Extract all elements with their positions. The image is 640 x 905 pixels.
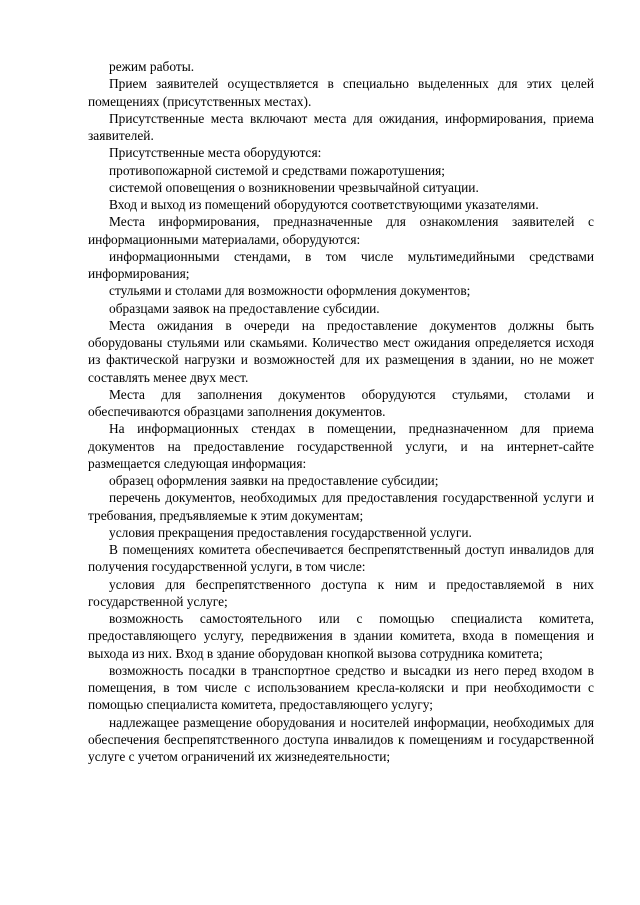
- paragraph-equipment-placement: надлежащее размещение оборудования и носителей информации, необходимых для обеспечения беспрепятственного доступа инвалидов к помещениям и государственной услуге с учетом ограничений их жизнедеятельности;: [88, 714, 594, 764]
- paragraph-document-list: перечень документов, необходимых для предоставления государственной услуги и требования, предъявляемые к этим документам;: [88, 490, 594, 523]
- paragraph-information-places: Места информирования, предназначенные для ознакомления заявителей с информационными материалами, оборудуются:: [88, 214, 594, 247]
- paragraph-access-conditions: условия для беспрепятственного доступа к ним и предоставляемой в них государственной услуге;: [88, 576, 594, 609]
- paragraph-application-samples: образцами заявок на предоставление субсидии.: [109, 300, 380, 316]
- paragraph-chairs-tables: стульями и столами для возможности оформления документов;: [109, 283, 471, 299]
- paragraph-entrance-signs: Вход и выход из помещений оборудуются соответствующими указателями.: [109, 197, 539, 212]
- paragraph-work-mode: режим работы.: [109, 59, 195, 74]
- paragraph-termination-conditions: условия прекращения предоставления государственной услуги.: [109, 524, 472, 540]
- paragraph-transport-boarding: возможность посадки в транспортное средство и высадки из него перед входом в помещения, в том числе с использованием кресла-коляски и при необходимости с помощью специалиста комитета, предоставляющего услугу;: [88, 662, 594, 713]
- paragraph-presence-places: Присутственные места включают места для ожидания, информирования, приема заявителей.: [88, 110, 594, 143]
- paragraph-movement-possibility: возможность самостоятельного или с помощью специалиста комитета, предоставляющего услугу, передвижения в здании комитета, входа в помещения и выхода из них. Вход в здание оборудован кнопкой вызова сотрудника комитета;: [88, 611, 594, 661]
- paragraph-stands-info: На информационных стендах в помещении, предназначенном для приема документов на предоставление государственной услуги, и на интернет-сайте размещается следующая информация:: [88, 421, 594, 471]
- paragraph-information-stands: информационными стендами, в том числе мультимедийными средствами информирования;: [88, 248, 594, 281]
- paragraph-application-form-sample: образец оформления заявки на предоставление субсидии;: [109, 473, 439, 488]
- paragraph-reception-premises: Прием заявителей осуществляется в специально выделенных для этих целей помещениях (присутственных местах).: [88, 76, 594, 109]
- paragraph-filling-places: Места для заполнения документов оборудуются стульями, столами и обеспечиваются образцами заполнения документов.: [88, 386, 594, 419]
- paragraph-disabled-access: В помещениях комитета обеспечивается беспрепятственный доступ инвалидов для получения государственной услуги, в том числе:: [88, 542, 594, 575]
- paragraph-fire-system: противопожарной системой и средствами пожаротушения;: [109, 162, 446, 178]
- paragraph-waiting-places: Места ожидания в очереди на предоставление документов должны быть оборудованы стульями или скамьями. Количество мест ожидания определяется исходя из фактической нагрузки и возможностей для их размещения в здании, но не может составлять менее двух мест.: [88, 317, 594, 385]
- paragraph-alert-system: системой оповещения о возникновении чрезвычайной ситуации.: [109, 179, 479, 195]
- document-page: [88, 58, 594, 765]
- paragraph-presence-equipment: Присутственные места оборудуются:: [109, 145, 322, 161]
